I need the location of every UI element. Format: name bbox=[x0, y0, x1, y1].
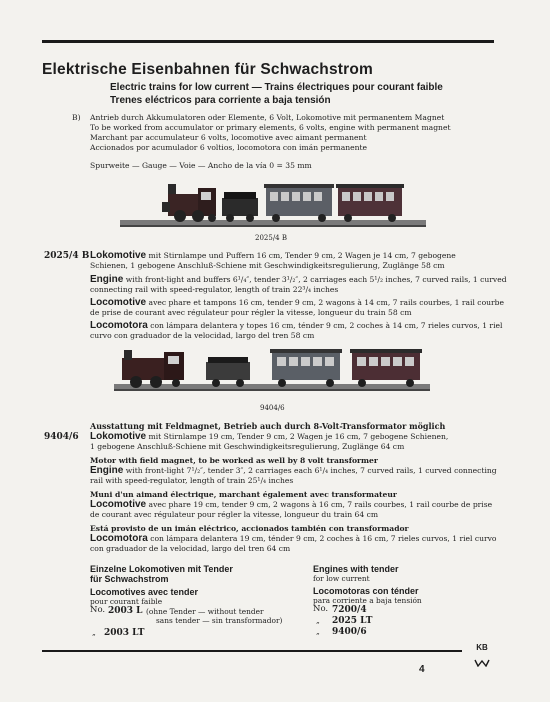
tender-figure bbox=[206, 357, 250, 387]
item2-fr-block bbox=[90, 500, 510, 519]
item1-de-block bbox=[90, 251, 510, 270]
item1-en-line1: with front-light and buffers 6¹/₄″, tender 3¹/₂″, 2 carriages each 5¹/₂ inches, 7 curved rails, 1 curved bbox=[125, 275, 507, 284]
item2-fr-line2: de courant avec régulateur pour régler la vitesse, longueur du train 64 cm bbox=[90, 509, 379, 519]
figure-caption-2: 9404/6 bbox=[260, 404, 285, 412]
item1-de-line2: Schienen, 1 gebogene Anschluß-Schiene mit Geschwindigkeitsregulierung, Zuglänge 58 cm bbox=[90, 260, 445, 270]
item1-es-line1: con lámpara delantera y topes 16 cm, ténder 9 cm, 2 coches à 14 cm, 7 rieles curvos, 1 riel bbox=[150, 321, 503, 330]
item2-es-block bbox=[90, 534, 510, 553]
item1-es-line2: curvo con graduador de la velocidad, largo del tren 58 cm bbox=[90, 330, 315, 340]
item1-es-block bbox=[90, 321, 510, 340]
item2-es-intro: Está provisto de un imán eléctrico, accionados también con transformador bbox=[90, 524, 409, 533]
item-number-2025-4b: 2025/4 B bbox=[44, 251, 90, 261]
subtitle-en-fr: Electric trains for low current — Trains électriques pour courant faible bbox=[110, 82, 443, 93]
item2-en-intro: Motor with field magnet, to be worked as well by 8 volt transformer bbox=[90, 456, 378, 465]
gauge-line: Spurweite — Gauge — Voie — Ancho de la vía 0 = 35 mm bbox=[90, 161, 312, 170]
item2-en-line1: with front-light 7¹/₂″, tender 3″, 2 carriages each 6¹/₄ inches, 7 curved rails, 1 curved connecting bbox=[125, 466, 497, 475]
figure-caption-1: 2025/4 B bbox=[255, 234, 287, 242]
ditto-mark-right-1: „ bbox=[316, 616, 320, 625]
item2-fr-intro: Muni d'un aimand électrique, marchant également avec transformateur bbox=[90, 490, 397, 499]
item1-fr-line1: avec phare et tampons 16 cm, tender 9 cm, 2 wagons à 14 cm, 7 rails courbes, 1 rail courbe bbox=[148, 298, 505, 307]
carriage-figure-1 bbox=[270, 349, 342, 387]
carriage-figure-1 bbox=[264, 184, 334, 222]
engines-sub-en: for low current bbox=[313, 574, 370, 583]
item2-es-lead: Locomotora bbox=[90, 533, 148, 544]
section-marker: B) bbox=[72, 113, 81, 122]
top-rule bbox=[42, 40, 494, 43]
engines-heading-en: Engines with tender bbox=[313, 564, 399, 574]
item2-es-line1: con lámpara delantera 19 cm, ténder 9 cm, 2 coches à 16 cm, 7 rieles curvos, 1 riel curvo bbox=[150, 534, 497, 543]
item-2003l: 2003 L bbox=[108, 606, 143, 616]
engines-heading-es: Locomotoras con ténder bbox=[313, 586, 419, 596]
section-b-line-fr: Marchant par accumulateur 6 volts, locomotive avec aimant permanent bbox=[90, 133, 367, 142]
kb-logo-text: KB bbox=[476, 643, 488, 652]
item-7200-4: 7200/4 bbox=[332, 605, 367, 615]
item2-en-block bbox=[90, 466, 510, 485]
tender-figure bbox=[222, 192, 258, 222]
item1-de-line1: mit Stirnlampe und Puffern 16 cm, Tender 9 cm, 2 Wagen je 14 cm, 7 gebogene bbox=[148, 251, 456, 260]
page-title: Elektrische Eisenbahnen für Schwachstrom bbox=[42, 61, 374, 78]
item1-es-lead: Locomotora bbox=[90, 320, 148, 331]
item2-es-line2: con graduador de la velocidad, largo del tren 64 cm bbox=[90, 543, 291, 553]
single-locos-heading-de-2: für Schwachstrom bbox=[90, 574, 169, 584]
train-illustration-2025-4b bbox=[118, 176, 428, 232]
item2-de-lead: Lokomotive bbox=[90, 431, 147, 442]
section-b-line-es: Accionados por acumulador 6 voltios, locomotora con imán permanente bbox=[90, 143, 368, 152]
item1-de-lead: Lokomotive bbox=[90, 250, 147, 261]
kb-logo-mark bbox=[474, 659, 490, 667]
bottom-rule bbox=[42, 650, 462, 652]
item-9400-6: 9400/6 bbox=[332, 627, 367, 637]
item2-de-line1: mit Stirnlampe 19 cm, Tender 9 cm, 2 Wagen je 16 cm, 7 gebogene Schienen, bbox=[148, 432, 449, 441]
item2-en-lead: Engine bbox=[90, 465, 124, 476]
item1-fr-lead: Locomotive bbox=[90, 297, 147, 308]
carriage-figure-2 bbox=[336, 184, 404, 222]
locomotive-figure bbox=[162, 184, 216, 222]
item2-intro: Ausstattung mit Feldmagnet, Betrieb auch durch 8-Volt-Transformator möglich bbox=[90, 421, 446, 431]
item-2003lt: 2003 LT bbox=[104, 628, 145, 638]
item2-de-block bbox=[90, 432, 510, 451]
kb-logo bbox=[474, 644, 490, 671]
section-b-line-de: Antrieb durch Akkumulatoren oder Elemente, 6 Volt, Lokomotive mit permanentem Magnet bbox=[90, 113, 445, 122]
item-number-9404-6: 9404/6 bbox=[44, 432, 79, 442]
single-locos-heading-fr: Locomotives avec tender bbox=[90, 587, 199, 597]
item2-fr-line1: avec phare 19 cm, tender 9 cm, 2 wagons à 16 cm, 7 rails courbes, 1 rail courbe de prise bbox=[148, 500, 493, 509]
ditto-mark-right-2: „ bbox=[316, 627, 320, 636]
page-number: 4 bbox=[419, 664, 425, 675]
item2-fr-lead: Locomotive bbox=[90, 499, 147, 510]
no-label-left: No. bbox=[90, 605, 106, 615]
single-locos-sub-fr: pour courant faible bbox=[90, 597, 163, 606]
section-b-line-en: To be worked from accumulator or primary elements, 6 volts, engine with permanent magnet bbox=[90, 123, 451, 132]
item1-fr-block bbox=[90, 298, 510, 317]
subtitle-es: Trenes eléctricos para corriente a baja tensión bbox=[110, 95, 331, 106]
single-locos-heading-de-1: Einzelne Lokomotiven mit Tender bbox=[90, 564, 233, 574]
item1-en-block bbox=[90, 275, 510, 294]
train-illustration-9404-6 bbox=[112, 346, 432, 396]
carriage-figure-2 bbox=[350, 349, 422, 387]
no-label-right: No. bbox=[313, 604, 329, 614]
item1-en-lead: Engine bbox=[90, 274, 124, 285]
ditto-mark-left: „ bbox=[92, 628, 96, 637]
engines-sub-es: para corriente a baja tensión bbox=[313, 596, 422, 605]
item2-de-line2: 1 gebogene Anschluß-Schiene mit Geschwindigkeitsregulierung, Zuglänge 64 cm bbox=[90, 441, 405, 451]
item2-en-line2: rail with speed-regulator, length of train 25¹/₄ inches bbox=[90, 475, 294, 485]
item-2025lt: 2025 LT bbox=[332, 616, 373, 626]
locomotive-figure bbox=[122, 350, 184, 388]
item-2003l-note-1: (ohne Tender — without tender bbox=[146, 607, 264, 616]
item1-fr-line2: de prise de courant avec régulateur pour régler la vitesse, longueur du train 58 cm bbox=[90, 307, 412, 317]
item-2003l-note-2: sans tender — sin transformador) bbox=[156, 616, 283, 625]
item1-en-line2: connecting rail with speed-regulator, length of train 22³/₄ inches bbox=[90, 284, 339, 294]
